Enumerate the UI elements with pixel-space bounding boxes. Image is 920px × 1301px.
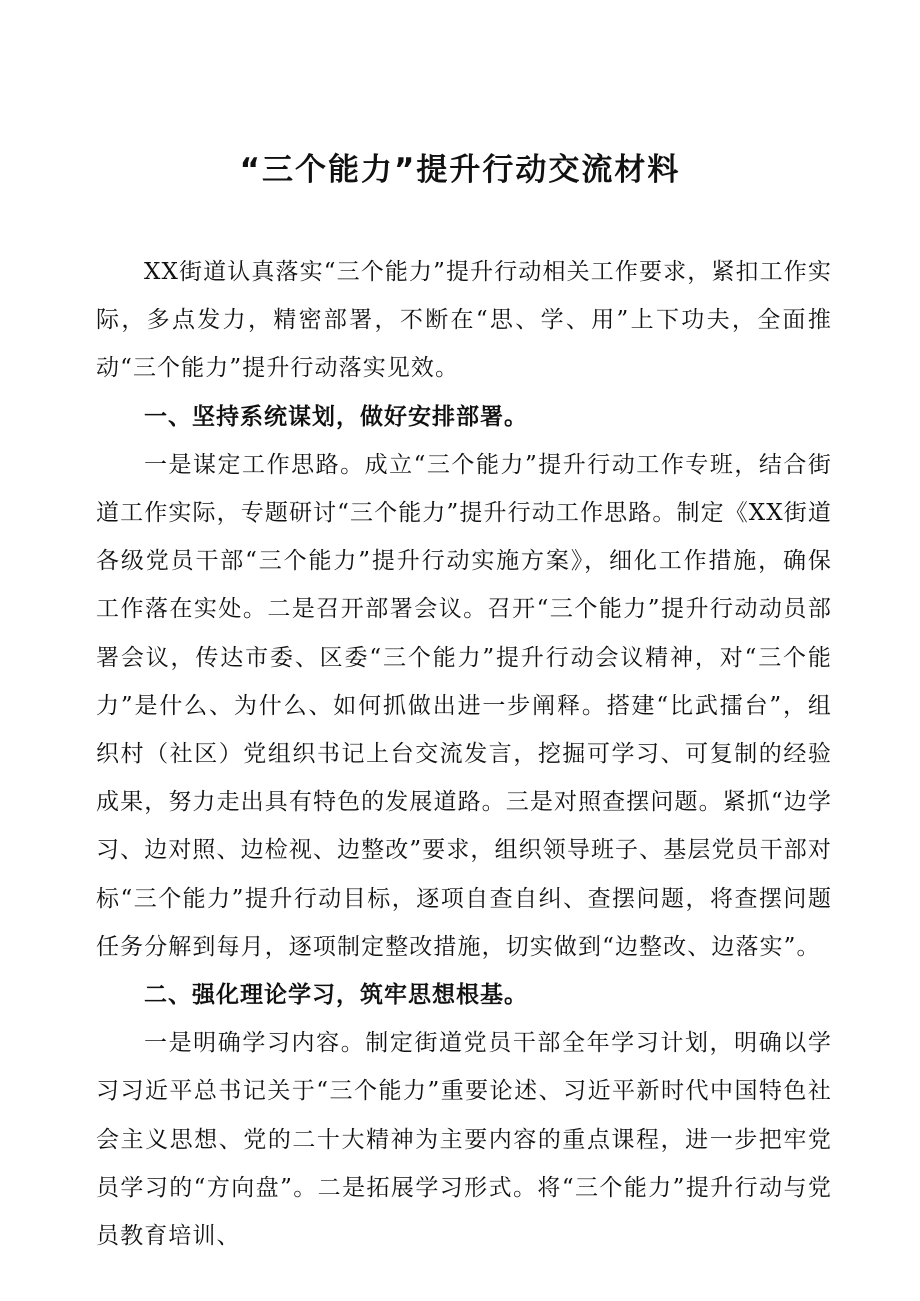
document-body — [96, 248, 832, 1260]
section-1-paragraph: 一是谋定工作思路。成立“三个能力”提升行动工作专班，结合街道工作实际，专题研讨“三个能力”提升行动工作思路。制定《XX街道各级党员干部“三个能力”提升行动实施方案》，细化工作措施，确保工作落在实处。二是召开部署会议。召开“三个能力”提升行动动员部署会议，传达市委、区委“三个能力”提升行动会议精神，对“三个能力”是什么、为什么、如何抓做出进一步阐释。搭建“比武擂台”，组织村（社区）党组织书记上台交流发言，挖掘可学习、可复制的经验成果，努力走出具有特色的发展道路。三是对照查摆问题。紧抓“边学习、边对照、边检视、边整改”要求，组织领导班子、基层党员干部对标“三个能力”提升行动目标，逐项自查自纠、查摆问题，将查摆问题任务分解到每月，逐项制定整改措施，切实做到“边整改、边落实”。 — [96, 451, 832, 960]
document-title: “三个能力”提升行动交流材料 — [239, 152, 681, 188]
section-2-heading: 二、强化理论学习，筑牢思想根基。 — [144, 982, 528, 1009]
section-1-heading: 一、坚持系统谋划，做好安排部署。 — [144, 403, 528, 430]
section-2-paragraph: 一是明确学习内容。制定街道党员干部全年学习计划，明确以学习习近平总书记关于“三个能力”重要论述、习近平新时代中国特色社会主义思想、党的二十大精神为主要内容的重点课程，进一步把牢党员学习的“方向盘”。二是拓展学习形式。将“三个能力”提升行动与党员教育培训、 — [96, 1030, 832, 1250]
intro-paragraph: XX街道认真落实“三个能力”提升行动相关工作要求，紧扣工作实际，多点发力，精密部署，不断在“思、学、用”上下功夫，全面推动“三个能力”提升行动落实见效。 — [96, 259, 832, 382]
